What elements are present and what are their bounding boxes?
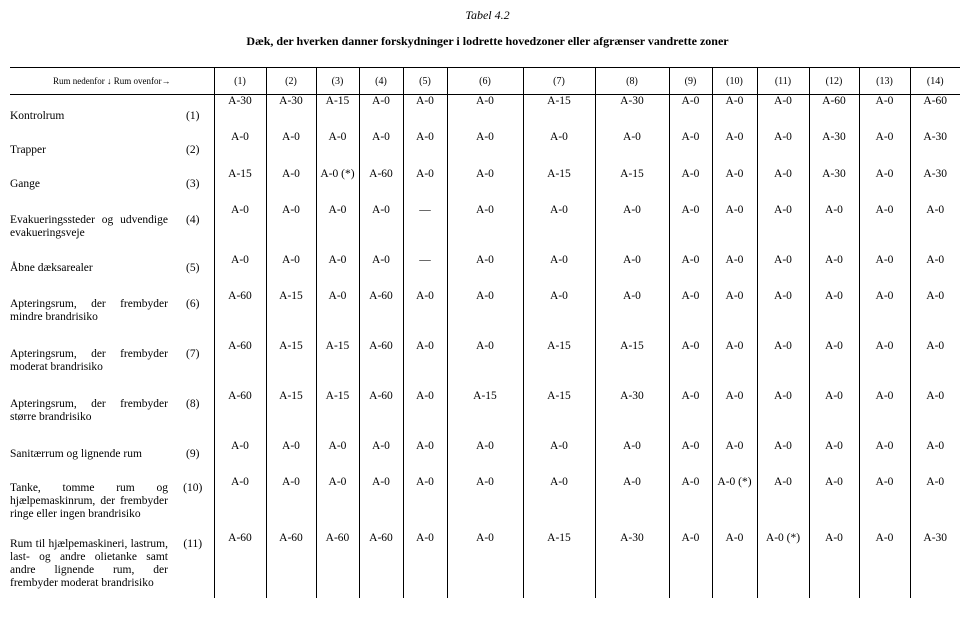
table-cell: A-0 bbox=[712, 440, 757, 476]
table-cell: A-60 bbox=[214, 532, 266, 598]
table-row bbox=[10, 290, 960, 340]
table-cell: A-15 bbox=[523, 95, 595, 132]
table-cell: A-0 bbox=[359, 254, 403, 290]
row-number: (9) bbox=[186, 448, 200, 460]
table-cell: A-0 bbox=[809, 532, 859, 598]
table-row bbox=[10, 532, 960, 598]
col-header: (6) bbox=[447, 68, 523, 95]
table-cell: A-0 bbox=[214, 476, 266, 532]
table-cell: A-0 bbox=[359, 476, 403, 532]
table-body bbox=[10, 95, 960, 599]
table-cell: A-0 bbox=[595, 204, 669, 254]
row-room-name: Apteringsrum, der frembyder moderat brandrisiko bbox=[10, 348, 168, 373]
table-cell: A-0 bbox=[669, 131, 712, 168]
table-cell: A-0 bbox=[266, 476, 316, 532]
table-cell: A-0 bbox=[595, 476, 669, 532]
table-cell: A-0 bbox=[595, 254, 669, 290]
table-cell: A-0 bbox=[712, 254, 757, 290]
row-number: (4) bbox=[186, 214, 200, 226]
row-number: (8) bbox=[186, 398, 200, 410]
table-cell: A-30 bbox=[910, 168, 960, 204]
table-cell: A-0 bbox=[447, 340, 523, 390]
table-cell: A-0 bbox=[712, 532, 757, 598]
row-number: (5) bbox=[186, 262, 200, 274]
row-room-name: Tanke, tomme rum og hjælpemaskinrum, der frembyder ringe eller ingen brandrisiko bbox=[10, 482, 168, 520]
table-cell: A-0 bbox=[757, 340, 809, 390]
table-cell: A-0 bbox=[447, 95, 523, 132]
table-cell: A-0 bbox=[712, 290, 757, 340]
table-cell: A-0 bbox=[523, 440, 595, 476]
table-cell: A-0 bbox=[595, 290, 669, 340]
table-cell: A-15 bbox=[316, 390, 359, 440]
table-cell: A-0 bbox=[523, 290, 595, 340]
table-cell: A-0 bbox=[669, 390, 712, 440]
table-cell: A-15 bbox=[316, 340, 359, 390]
table-cell: A-0 bbox=[523, 131, 595, 168]
col-header: (1) bbox=[214, 68, 266, 95]
table-cell: A-0 bbox=[859, 290, 910, 340]
table-cell: A-15 bbox=[266, 290, 316, 340]
table-cell: A-0 bbox=[669, 95, 712, 132]
table-cell: A-0 bbox=[669, 168, 712, 204]
row-number: (2) bbox=[186, 144, 200, 156]
col-header: (14) bbox=[910, 68, 960, 95]
table-cell: A-15 bbox=[214, 168, 266, 204]
table-cell: A-0 bbox=[447, 168, 523, 204]
col-header: (10) bbox=[712, 68, 757, 95]
table-cell: A-15 bbox=[523, 168, 595, 204]
table-cell: A-0 bbox=[910, 476, 960, 532]
table-cell: A-0 bbox=[266, 440, 316, 476]
table-cell: A-0 bbox=[757, 476, 809, 532]
row-room-name: Apteringsrum, der frembyder større brandrisiko bbox=[10, 398, 168, 423]
table-cell: A-30 bbox=[910, 532, 960, 598]
table-cell: A-0 bbox=[359, 95, 403, 132]
table-cell: A-15 bbox=[523, 532, 595, 598]
col-header: (2) bbox=[266, 68, 316, 95]
table-cell: A-60 bbox=[359, 290, 403, 340]
table-cell: A-0 bbox=[809, 390, 859, 440]
table-cell: A-0 bbox=[757, 390, 809, 440]
table-cell: A-0 bbox=[316, 476, 359, 532]
row-room-name: Sanitærrum og lignende rum bbox=[10, 448, 142, 460]
table-row bbox=[10, 340, 960, 390]
table-cell: A-0 bbox=[757, 204, 809, 254]
table-cell: A-60 bbox=[214, 390, 266, 440]
col-header: (12) bbox=[809, 68, 859, 95]
table-cell: A-0 bbox=[809, 290, 859, 340]
table-cell: A-60 bbox=[214, 290, 266, 340]
row-room-name: Apteringsrum, der frembyder mindre brandrisiko bbox=[10, 298, 168, 323]
table-cell: A-0 bbox=[712, 131, 757, 168]
table-cell: A-15 bbox=[595, 168, 669, 204]
table-cell: A-0 bbox=[859, 476, 910, 532]
table-caption: Tabel 4.2 bbox=[465, 8, 510, 22]
table-cell: A-0 bbox=[403, 390, 447, 440]
table-cell: A-60 bbox=[910, 95, 960, 132]
table-cell: A-0 bbox=[403, 440, 447, 476]
table-row bbox=[10, 390, 960, 440]
table-cell: A-0 bbox=[447, 290, 523, 340]
table-cell: A-0 bbox=[669, 340, 712, 390]
row-room-name: Åbne dæksarealer bbox=[10, 262, 93, 274]
table-cell: A-60 bbox=[214, 340, 266, 390]
table-cell: A-0 bbox=[523, 476, 595, 532]
table-cell: A-0 bbox=[523, 254, 595, 290]
table-cell: A-60 bbox=[809, 95, 859, 132]
col-header: (11) bbox=[757, 68, 809, 95]
table-cell: A-0 (*) bbox=[712, 476, 757, 532]
table-cell: A-0 bbox=[266, 168, 316, 204]
table-cell: A-0 bbox=[403, 168, 447, 204]
table-cell: A-0 bbox=[669, 476, 712, 532]
table-row bbox=[10, 168, 960, 204]
row-number: (7) bbox=[186, 348, 200, 360]
table-cell: A-0 bbox=[712, 340, 757, 390]
row-number: (11) bbox=[183, 538, 203, 550]
table-cell: A-0 bbox=[447, 532, 523, 598]
table-cell: A-30 bbox=[809, 168, 859, 204]
table-cell: A-0 bbox=[859, 95, 910, 132]
table-cell: A-15 bbox=[523, 340, 595, 390]
table-cell: — bbox=[403, 254, 447, 290]
table-cell: A-0 bbox=[757, 440, 809, 476]
row-number: (1) bbox=[186, 110, 200, 122]
table-cell: A-0 bbox=[859, 254, 910, 290]
table-cell: A-0 bbox=[669, 254, 712, 290]
table-cell: A-15 bbox=[447, 390, 523, 440]
table-cell: A-0 bbox=[595, 131, 669, 168]
table-cell: A-30 bbox=[595, 95, 669, 132]
table-cell: A-60 bbox=[359, 340, 403, 390]
header-room-axes-label: Rum nedenfor ↓ Rum ovenfor→ bbox=[10, 68, 214, 95]
table-cell: A-0 bbox=[214, 254, 266, 290]
table-cell: A-0 bbox=[403, 532, 447, 598]
table-cell: A-0 bbox=[809, 254, 859, 290]
table-cell: A-30 bbox=[266, 95, 316, 132]
table-cell: A-0 bbox=[447, 131, 523, 168]
table-cell: A-0 bbox=[359, 204, 403, 254]
row-room-name: Trapper bbox=[10, 144, 46, 156]
table-cell: A-0 bbox=[669, 532, 712, 598]
row-number: (3) bbox=[186, 178, 200, 190]
table-cell: A-0 bbox=[712, 390, 757, 440]
table-cell: A-0 bbox=[809, 476, 859, 532]
table-cell: A-0 bbox=[447, 440, 523, 476]
col-header: (8) bbox=[595, 68, 669, 95]
table-row bbox=[10, 476, 960, 532]
table-cell: A-0 bbox=[403, 131, 447, 168]
table-cell: A-0 bbox=[669, 204, 712, 254]
table-cell: A-60 bbox=[359, 532, 403, 598]
table-cell: A-0 bbox=[809, 204, 859, 254]
table-cell: A-0 bbox=[447, 204, 523, 254]
row-number: (10) bbox=[183, 482, 203, 494]
table-cell: A-0 bbox=[712, 204, 757, 254]
row-room-name: Gange bbox=[10, 178, 41, 190]
fire-integrity-table bbox=[10, 67, 960, 598]
table-title: Dæk, der hverken danner forskydninger i lodrette hovedzoner eller afgrænser vandrette zoner bbox=[246, 34, 729, 48]
table-cell: A-0 bbox=[910, 254, 960, 290]
table-cell: A-0 bbox=[910, 340, 960, 390]
table-cell: A-15 bbox=[316, 95, 359, 132]
table-cell: A-15 bbox=[266, 390, 316, 440]
table-cell: A-0 bbox=[403, 340, 447, 390]
row-room-name: Kontrolrum bbox=[10, 110, 65, 122]
table-cell: A-0 bbox=[403, 476, 447, 532]
table-cell: A-0 bbox=[266, 204, 316, 254]
table-cell: A-0 bbox=[910, 290, 960, 340]
col-header: (7) bbox=[523, 68, 595, 95]
table-cell: A-0 bbox=[266, 131, 316, 168]
row-number: (6) bbox=[186, 298, 200, 310]
table-cell: A-0 bbox=[859, 440, 910, 476]
table-cell: A-0 bbox=[523, 204, 595, 254]
table-cell: A-0 bbox=[316, 290, 359, 340]
table-cell: A-0 bbox=[447, 476, 523, 532]
table-cell: A-0 bbox=[757, 254, 809, 290]
table-cell: A-0 bbox=[214, 440, 266, 476]
table-cell: A-30 bbox=[809, 131, 859, 168]
table-cell: A-0 bbox=[403, 290, 447, 340]
col-header: (4) bbox=[359, 68, 403, 95]
table-cell: A-60 bbox=[316, 532, 359, 598]
table-cell: A-0 bbox=[669, 290, 712, 340]
table-cell: A-0 bbox=[447, 254, 523, 290]
col-header: (5) bbox=[403, 68, 447, 95]
table-cell: A-60 bbox=[359, 168, 403, 204]
table-cell: A-0 bbox=[757, 131, 809, 168]
table-cell: A-0 bbox=[859, 340, 910, 390]
table-cell: A-0 bbox=[859, 168, 910, 204]
table-cell: A-0 bbox=[316, 204, 359, 254]
table-cell: A-0 bbox=[316, 440, 359, 476]
table-cell: A-0 bbox=[757, 168, 809, 204]
col-header: (13) bbox=[859, 68, 910, 95]
table-cell: A-15 bbox=[595, 340, 669, 390]
table-cell: A-0 bbox=[403, 95, 447, 132]
table-cell: A-0 bbox=[214, 131, 266, 168]
row-room-name: Rum til hjælpemaskineri, lastrum, last- og andre olietanke samt andre lignende rum, der frembyder moderat brandrisiko bbox=[10, 538, 168, 589]
table-cell: A-30 bbox=[595, 390, 669, 440]
table-cell: A-0 (*) bbox=[316, 168, 359, 204]
table-cell: A-30 bbox=[910, 131, 960, 168]
table-cell: A-0 bbox=[266, 254, 316, 290]
table-cell: — bbox=[403, 204, 447, 254]
table-cell: A-0 bbox=[910, 390, 960, 440]
table-cell: A-0 bbox=[595, 440, 669, 476]
table-cell: A-0 bbox=[669, 440, 712, 476]
table-row bbox=[10, 204, 960, 254]
table-cell: A-0 bbox=[910, 440, 960, 476]
table-header bbox=[10, 68, 960, 95]
table-row bbox=[10, 254, 960, 290]
table-cell: A-0 bbox=[910, 204, 960, 254]
table-cell: A-0 bbox=[757, 290, 809, 340]
table-cell: A-0 bbox=[214, 204, 266, 254]
table-cell: A-15 bbox=[266, 340, 316, 390]
table-row bbox=[10, 95, 960, 132]
table-cell: A-0 bbox=[316, 131, 359, 168]
col-header: (3) bbox=[316, 68, 359, 95]
table-cell: A-0 bbox=[712, 95, 757, 132]
table-cell: A-0 (*) bbox=[757, 532, 809, 598]
table-cell: A-0 bbox=[316, 254, 359, 290]
row-room-name: Evakueringssteder og udvendige evakueringsveje bbox=[10, 214, 168, 239]
table-cell: A-0 bbox=[757, 95, 809, 132]
table-cell: A-0 bbox=[859, 532, 910, 598]
table-cell: A-30 bbox=[595, 532, 669, 598]
table-cell: A-0 bbox=[359, 440, 403, 476]
table-cell: A-0 bbox=[859, 204, 910, 254]
table-cell: A-60 bbox=[266, 532, 316, 598]
col-header: (9) bbox=[669, 68, 712, 95]
table-row bbox=[10, 131, 960, 168]
table-row bbox=[10, 440, 960, 476]
table-cell: A-0 bbox=[809, 440, 859, 476]
table-cell: A-30 bbox=[214, 95, 266, 132]
table-cell: A-60 bbox=[359, 390, 403, 440]
table-cell: A-0 bbox=[859, 390, 910, 440]
table-cell: A-15 bbox=[523, 390, 595, 440]
table-cell: A-0 bbox=[859, 131, 910, 168]
table-cell: A-0 bbox=[809, 340, 859, 390]
table-cell: A-0 bbox=[359, 131, 403, 168]
table-cell: A-0 bbox=[712, 168, 757, 204]
